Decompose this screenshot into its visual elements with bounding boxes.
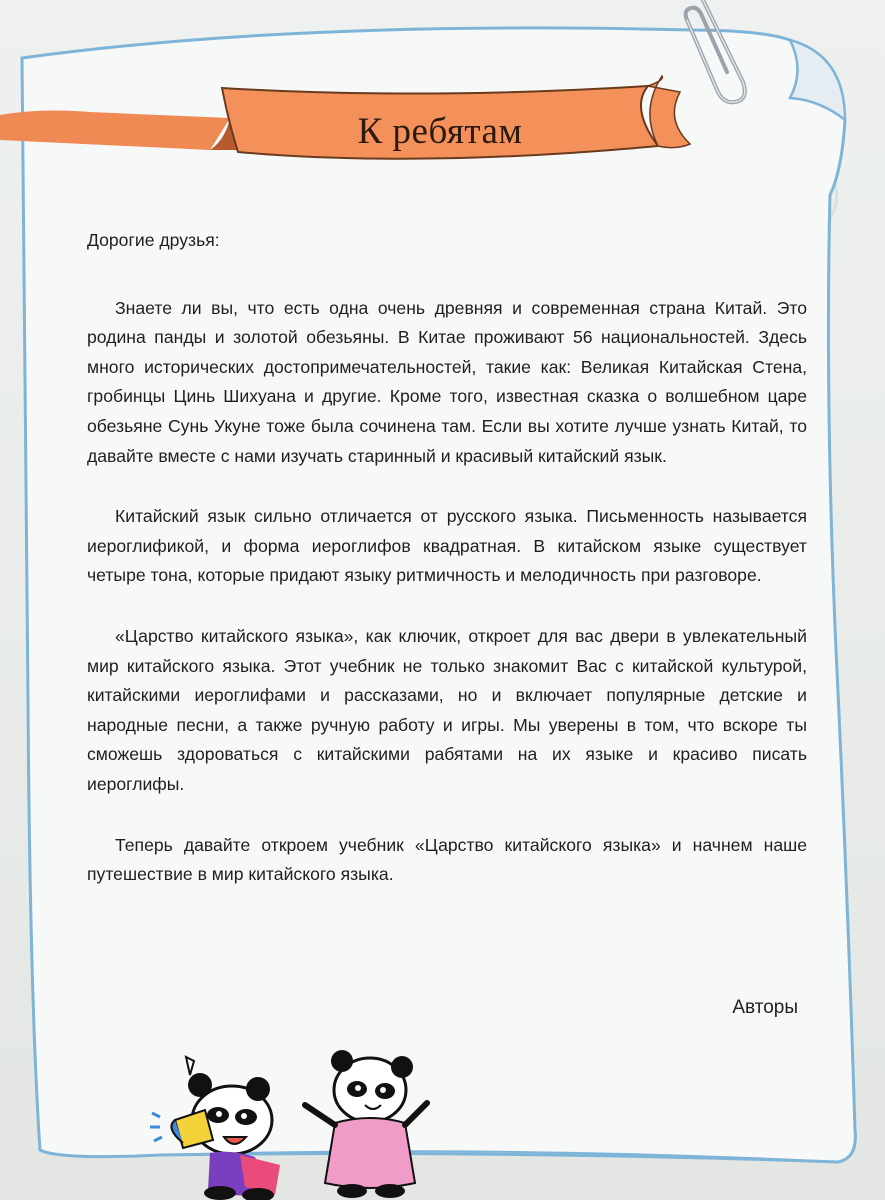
- paragraph-textbook: «Царство китайского языка», как ключик, откроет для вас двери в увлекательный мир китайского языка. Этот учебник не только знакомит Вас с китайской культурой, китайскими иероглифами и рассказами, но и включает популярные детские и народные песни, а также ручную работу и игры. Мы уверены в том, что вскоре ты сможешь здороваться с китайскими рабятами на их языке и красиво писать иероглифы.: [87, 625, 807, 794]
- paragraph-language: Китайский язык сильно отличается от русского языка. Письменность называется иероглификой, и форма иероглифов квадратная. В китайском языке существует четыре тона, которые придают языку ритмичность и мелодичность при разговоре.: [87, 506, 807, 586]
- panda-mascots-illustration: [140, 1045, 440, 1200]
- panda-left-icon: [150, 1057, 280, 1200]
- letter-body: [87, 226, 807, 921]
- signature-authors: Авторы: [732, 997, 798, 1018]
- paragraph-intro: Знаете ли вы, что есть одна очень древняя и современная страна Китай. Это родина панды и золотой обезьяны. В Китае проживают 56 национальностей. Здесь много исторических достопримечательностей, такие как: Великая Китайская Стена, гробинцы Цинь Шихуана и другие. Кроме того, известная сказка о волшебном царе обезьяне Сунь Укуне тоже была сочинена там. Если вы хотите лучше узнать Китай, то давайте вместе с нами изучать старинный и красивый китайский язык.: [87, 297, 807, 466]
- greeting-text: Дорогие друзья:: [87, 230, 220, 250]
- panda-right-icon: [305, 1050, 427, 1198]
- paragraph-closing: Теперь давайте откроем учебник «Царство китайского языка» и начнем наше путешествие в мир китайского языка.: [87, 834, 807, 885]
- paperclip-icon: [665, 0, 765, 110]
- page-title: К ребятам: [357, 111, 523, 152]
